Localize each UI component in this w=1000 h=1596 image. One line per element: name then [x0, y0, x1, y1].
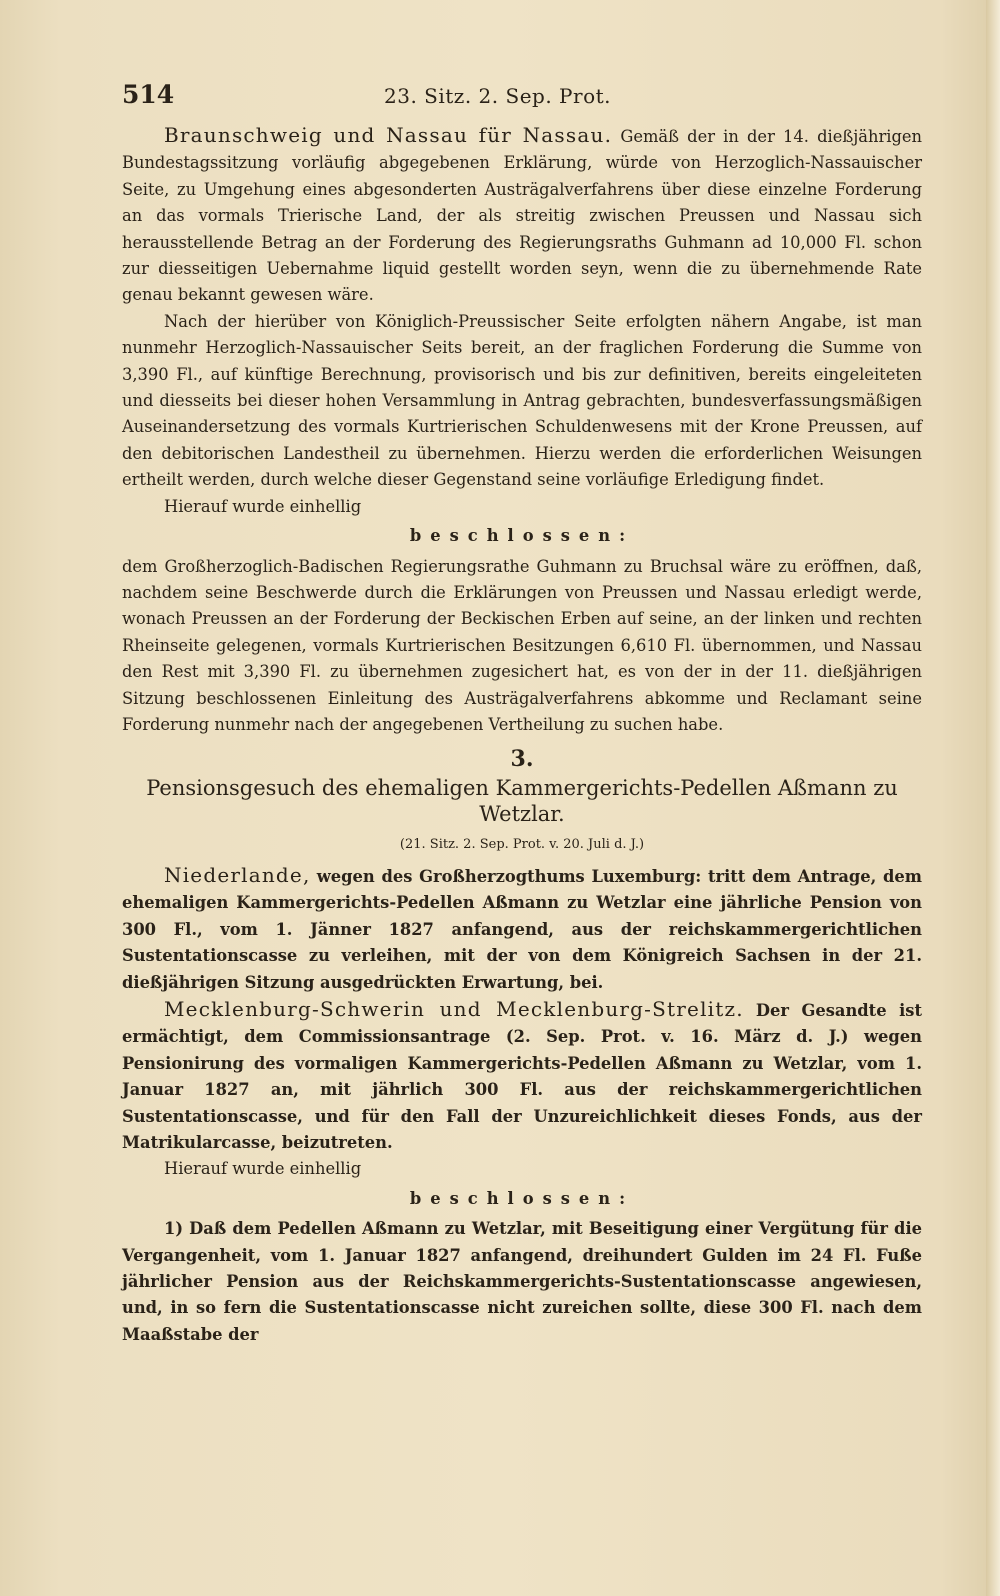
resolved-heading-1: beschlossen: — [409, 526, 635, 546]
paragraph-hierauf-1: Hierauf wurde einhellig — [164, 496, 362, 516]
paragraph-lead: Braunschweig und Nassau für Nassau. — [164, 123, 613, 147]
paragraph-text: wegen des Großherzogthums Luxemburg: tritt dem Antrage, dem ehemaligen Kammergerichts-Pedellen Aßmann zu Wetzlar eine jährliche Pension von 300 Fl., vom 1. Jänner 1827 anfangend, aus der reichskammergerichtlichen Sustentationscasse zu verleihen, mit der von dem Königreich Sachsen in der 21. dießjährigen Sitzung ausgedrückten Erwartung, bei. — [122, 866, 922, 992]
paragraph-lead: Niederlande, — [164, 862, 311, 887]
page-edge — [986, 0, 1000, 1596]
paragraph-niederlande — [122, 862, 922, 996]
paragraph-mecklenburg — [122, 996, 922, 1156]
paragraph-resolution-guhmann: dem Großherzoglich-Badischen Regierungsrathe Guhmann zu Bruchsal wäre zu eröffnen, daß, nachdem seine Beschwerde durch die Erklärungen von Preussen und Nassau erledigt werde, wonach Preussen an der Forderung der Beckischen Erben auf seine, an der linken und rechten Rheinseite gelegenen, vormals Kurtrierischen Besitzungen 6,610 Fl. übernommen, und Nassau den Rest mit 3,390 Fl. zu übernehmen zugesichert hat, es von der in der 11. dießjährigen Sitzung beschlossenen Einleitung des Austrägalverfahrens abkomme und Reclamant seine Forderung nunmehr nach der angegebenen Vertheilung zu suchen habe. — [122, 556, 922, 734]
paragraph-braunschweig-nassau — [122, 122, 922, 309]
paragraph-resolution-assmann: 1) Daß dem Pedellen Aßmann zu Wetzlar, mit Beseitigung einer Vergütung für die Vergangenheit, vom 1. Januar 1827 anfangend, dreihundert Gulden im 24 Fl. Fuße jährlicher Pension aus der Reichskammergerichts-Sustentationscasse angewiesen, und, in so fern die Sustentationscasse nicht zureichen sollte, diese 300 Fl. nach dem Maaßstabe der — [122, 1219, 922, 1344]
paragraph-text: Gemäß der in der 14. dießjährigen Bundestagssitzung vorläufig abgegebenen Erklärung, würde von Herzoglich-Nassauischer Seite, zu Umgehung eines abgesonderten Austrägalverfahrens über diese einzelne Forderung an das vormals Trierische Land, der als streitig zwischen Preussen und Nassau sich herausstellende Betrag an der Forderung des Regierungsraths Guhmann ad 10,000 Fl. schon zur diesseitigen Uebernahme liquid gestellt worden seyn, wenn die zu übernehmende Rate genau bekannt gewesen wäre. — [122, 127, 922, 305]
running-title: 23. Sitz. 2. Sep. Prot. — [384, 84, 611, 108]
paragraph-lead: Mecklenburg-Schwerin und Mecklenburg-Strelitz. — [164, 997, 744, 1021]
page-body — [122, 122, 922, 1348]
resolved-heading-2: beschlossen: — [409, 1188, 635, 1208]
page-number: 514 — [122, 80, 175, 109]
section-number: 3. — [510, 746, 534, 773]
paragraph-prussian-statement: Nach der hierüber von Königlich-Preussischer Seite erfolgten nähern Angabe, ist man nunmehr Herzoglich-Nassauischer Seits bereit, an der fraglichen Forderung die Summe von 3,390 Fl., auf künftige Berechnung, provisorisch und bis zur definitiven, bereits eingeleiteten und diesseits bei dieser hohen Versammlung in Antrag gebrachten, bundesverfassungsmäßigen Auseinandersetzung des vormals Kurtrierischen Schuldenwesens mit der Krone Preussen, auf den debitorischen Landestheil zu übernehmen. Hierzu werden die erforderlichen Weisungen ertheilt werden, durch welche dieser Gegenstand seine vorläufige Erledigung findet. — [122, 311, 922, 490]
section-reference: (21. Sitz. 2. Sep. Prot. v. 20. Juli d. J.) — [399, 836, 645, 852]
paragraph-hierauf-2: Hierauf wurde einhellig — [164, 1159, 362, 1179]
page-header — [122, 80, 922, 114]
paragraph-text: Der Gesandte ist ermächtigt, dem Commissionsantrage (2. Sep. Prot. v. 16. März d. J.) wegen Pensionirung des vormaligen Kammergerichts-Pedellen Aßmann zu Wetzlar, vom 1. Januar 1827 an, mit jährlich 300 Fl. aus der reichskammergerichtlichen Sustentationscasse, und für den Fall der Unzureichlichkeit dieses Fonds, aus der Matrikularcasse, beizutreten. — [122, 1001, 922, 1153]
section-title: Pensionsgesuch des ehemaligen Kammergerichts-Pedellen Aßmann zu Wetzlar. — [146, 775, 898, 827]
